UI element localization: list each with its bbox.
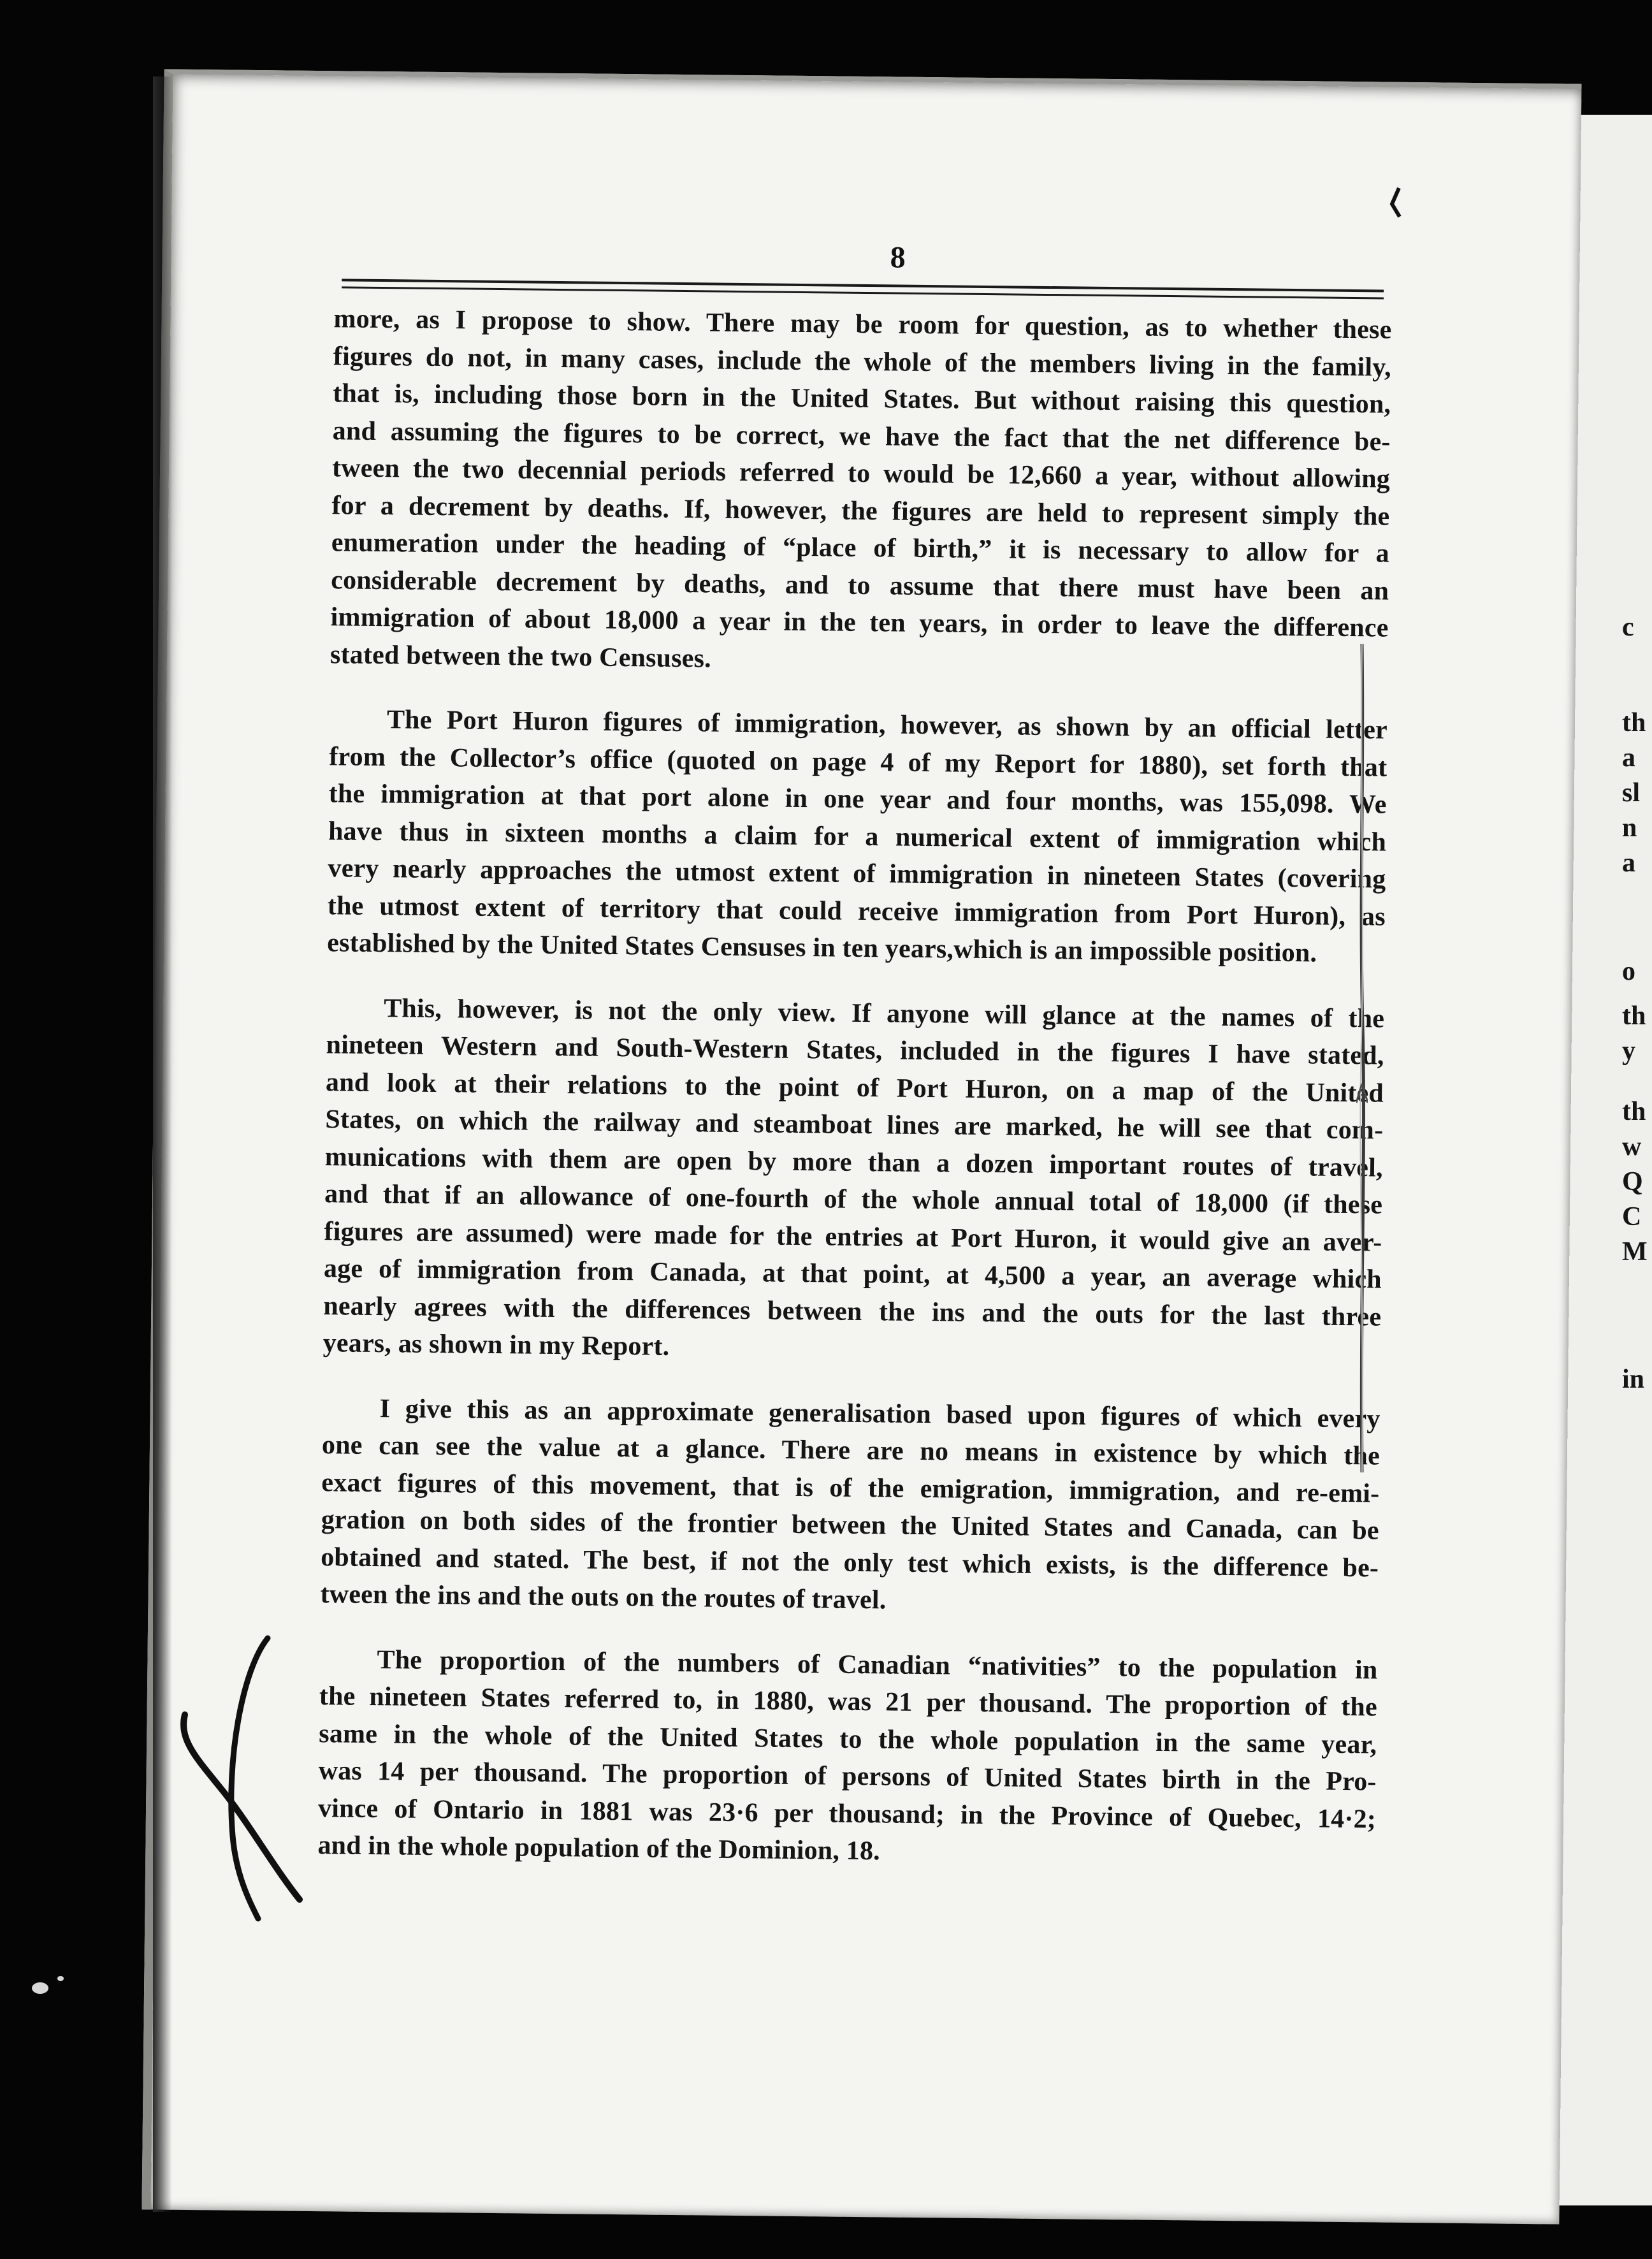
text-line: for a decrement by deaths. If, however, the figures are held to represent simply the <box>331 490 1390 532</box>
header-rule-top <box>342 279 1384 292</box>
text-line: and that if an allowance of one-fourth of the whole annual total of 18,000 (if these <box>324 1179 1383 1220</box>
facing-page-fragment: a <box>1622 743 1635 773</box>
facing-page-fragment: Q <box>1622 1167 1643 1196</box>
text-line: vince of Ontario in 1881 was 23·6 per thousand; in the Province of Quebec, 14·2; <box>317 1793 1377 1834</box>
facing-page-fragment: o <box>1622 957 1635 986</box>
facing-page-fragment: a <box>1622 848 1635 878</box>
text-line: figures are assumed) were made for the entries at Port Huron, it would give an aver- <box>324 1216 1382 1258</box>
text-line: the utmost extent of territory that could receive immigration from Port Huron), as <box>327 890 1386 932</box>
text-line: one can see the value at a glance. There are no means in existence by which the <box>321 1430 1380 1471</box>
text-line: established by the United States Censuses in ten years,which is an impossible position. <box>327 928 1317 968</box>
text-line: The Port Huron figures of immigration, however, as shown by an official letter <box>386 705 1388 745</box>
text-line: that is, including those born in the United States. But without raising this question, <box>333 379 1391 419</box>
text-line: stated between the two Censuses. <box>330 639 712 673</box>
text-line: tween the two decennial periods referred to would be 12,660 a year, without allowing <box>331 453 1391 494</box>
facing-page-fragment: w <box>1622 1132 1642 1161</box>
facing-page-fragment: in <box>1622 1365 1645 1394</box>
text-line: States, on which the railway and steamboat lines are marked, he will see that com- <box>325 1105 1384 1145</box>
facing-page-fragment: th <box>1622 1001 1646 1031</box>
text-line: nineteen Western and South-Western States, included in the figures I have stated, <box>326 1030 1384 1071</box>
text-line: immigration of about 18,000 a year in the ten years, in order to leave the difference <box>330 602 1389 643</box>
text-line: obtained and stated. The best, if not the only test which exists, is the difference be- <box>320 1542 1379 1583</box>
text-line: was 14 per thousand. The proportion of persons of United States birth in the Pro- <box>318 1756 1377 1797</box>
dust-speck <box>57 1976 64 1981</box>
text-line: considerable decrement by deaths, and to assume that there must have been an <box>331 565 1389 606</box>
facing-page-fragment: th <box>1622 1097 1646 1126</box>
text-line: age of immigration from Canada, at that point, at 4,500 a year, an average which <box>323 1254 1382 1295</box>
facing-page-fragment: th <box>1622 708 1646 737</box>
text-line: the immigration at that port alone in one year and four months, was 155,098. We <box>328 779 1387 820</box>
facing-page-fragment: C <box>1622 1202 1642 1231</box>
text-line: gration on both sides of the frontier between the United States and Canada, can be <box>321 1505 1379 1546</box>
page-number: 8 <box>890 240 906 275</box>
text-line: enumeration under the heading of “place of birth,” it is necessary to allow for a <box>331 528 1390 569</box>
text-line: The proportion of the numbers of Canadian “nativities” to the population in <box>377 1645 1378 1685</box>
text-line: exact figures of this movement, that is of the emigration, immigration, and re-emi- <box>321 1467 1380 1509</box>
facing-page-fragment: M <box>1622 1237 1648 1267</box>
text-line: years, as shown in my Report. <box>322 1328 670 1362</box>
text-line: very nearly approaches the utmost extent of immigration in nineteen States (covering <box>328 853 1386 894</box>
text-line: from the Collector’s office (quoted on page 4 of my Report for 1880), set forth that <box>329 741 1388 783</box>
dust-speck <box>32 1982 48 1994</box>
text-line: and assuming the figures to be correct, we have the fact that the net difference be- <box>332 416 1391 457</box>
body-text <box>317 300 1392 1875</box>
text-line: tween the ins and the outs on the routes of travel. <box>320 1580 887 1615</box>
facing-page-fragment: n <box>1622 813 1637 843</box>
text-line: figures do not, in many cases, include the whole of the members living in the family, <box>333 341 1392 382</box>
facing-page-fragment: c <box>1622 613 1634 642</box>
ink-tick-mark <box>1383 185 1409 223</box>
facing-page-fragment: y <box>1622 1036 1635 1066</box>
text-line: nearly agrees with the differences between the ins and the outs for the last three <box>323 1291 1382 1332</box>
binding-twine <box>1356 644 1368 1472</box>
text-line: munications with them are open by more than a dozen important routes of travel, <box>324 1142 1383 1183</box>
text-line: have thus in sixteen months a claim for a numerical extent of immigration which <box>328 816 1387 857</box>
text-line: and in the whole population of the Dominion, 18. <box>317 1831 881 1866</box>
handwritten-x-mark <box>172 1632 306 1925</box>
text-line: and look at their relations to the point of Port Huron, on a map of the United <box>325 1067 1384 1108</box>
text-line: same in the whole of the United States to the whole population in the same year, <box>319 1718 1377 1760</box>
text-line: more, as I propose to show. There may be room for question, as to whether these <box>333 304 1392 345</box>
facing-page-fragment: sl <box>1622 778 1641 808</box>
text-line: the nineteen States referred to, in 1880, was 21 per thousand. The proportion of the <box>319 1682 1378 1722</box>
text-line: This, however, is not the only view. If anyone will glance at the names of the <box>383 993 1385 1034</box>
text-line: I give this as an approximate generalisation based upon figures of which every <box>379 1393 1380 1434</box>
page-edge-shadow <box>153 76 172 2212</box>
